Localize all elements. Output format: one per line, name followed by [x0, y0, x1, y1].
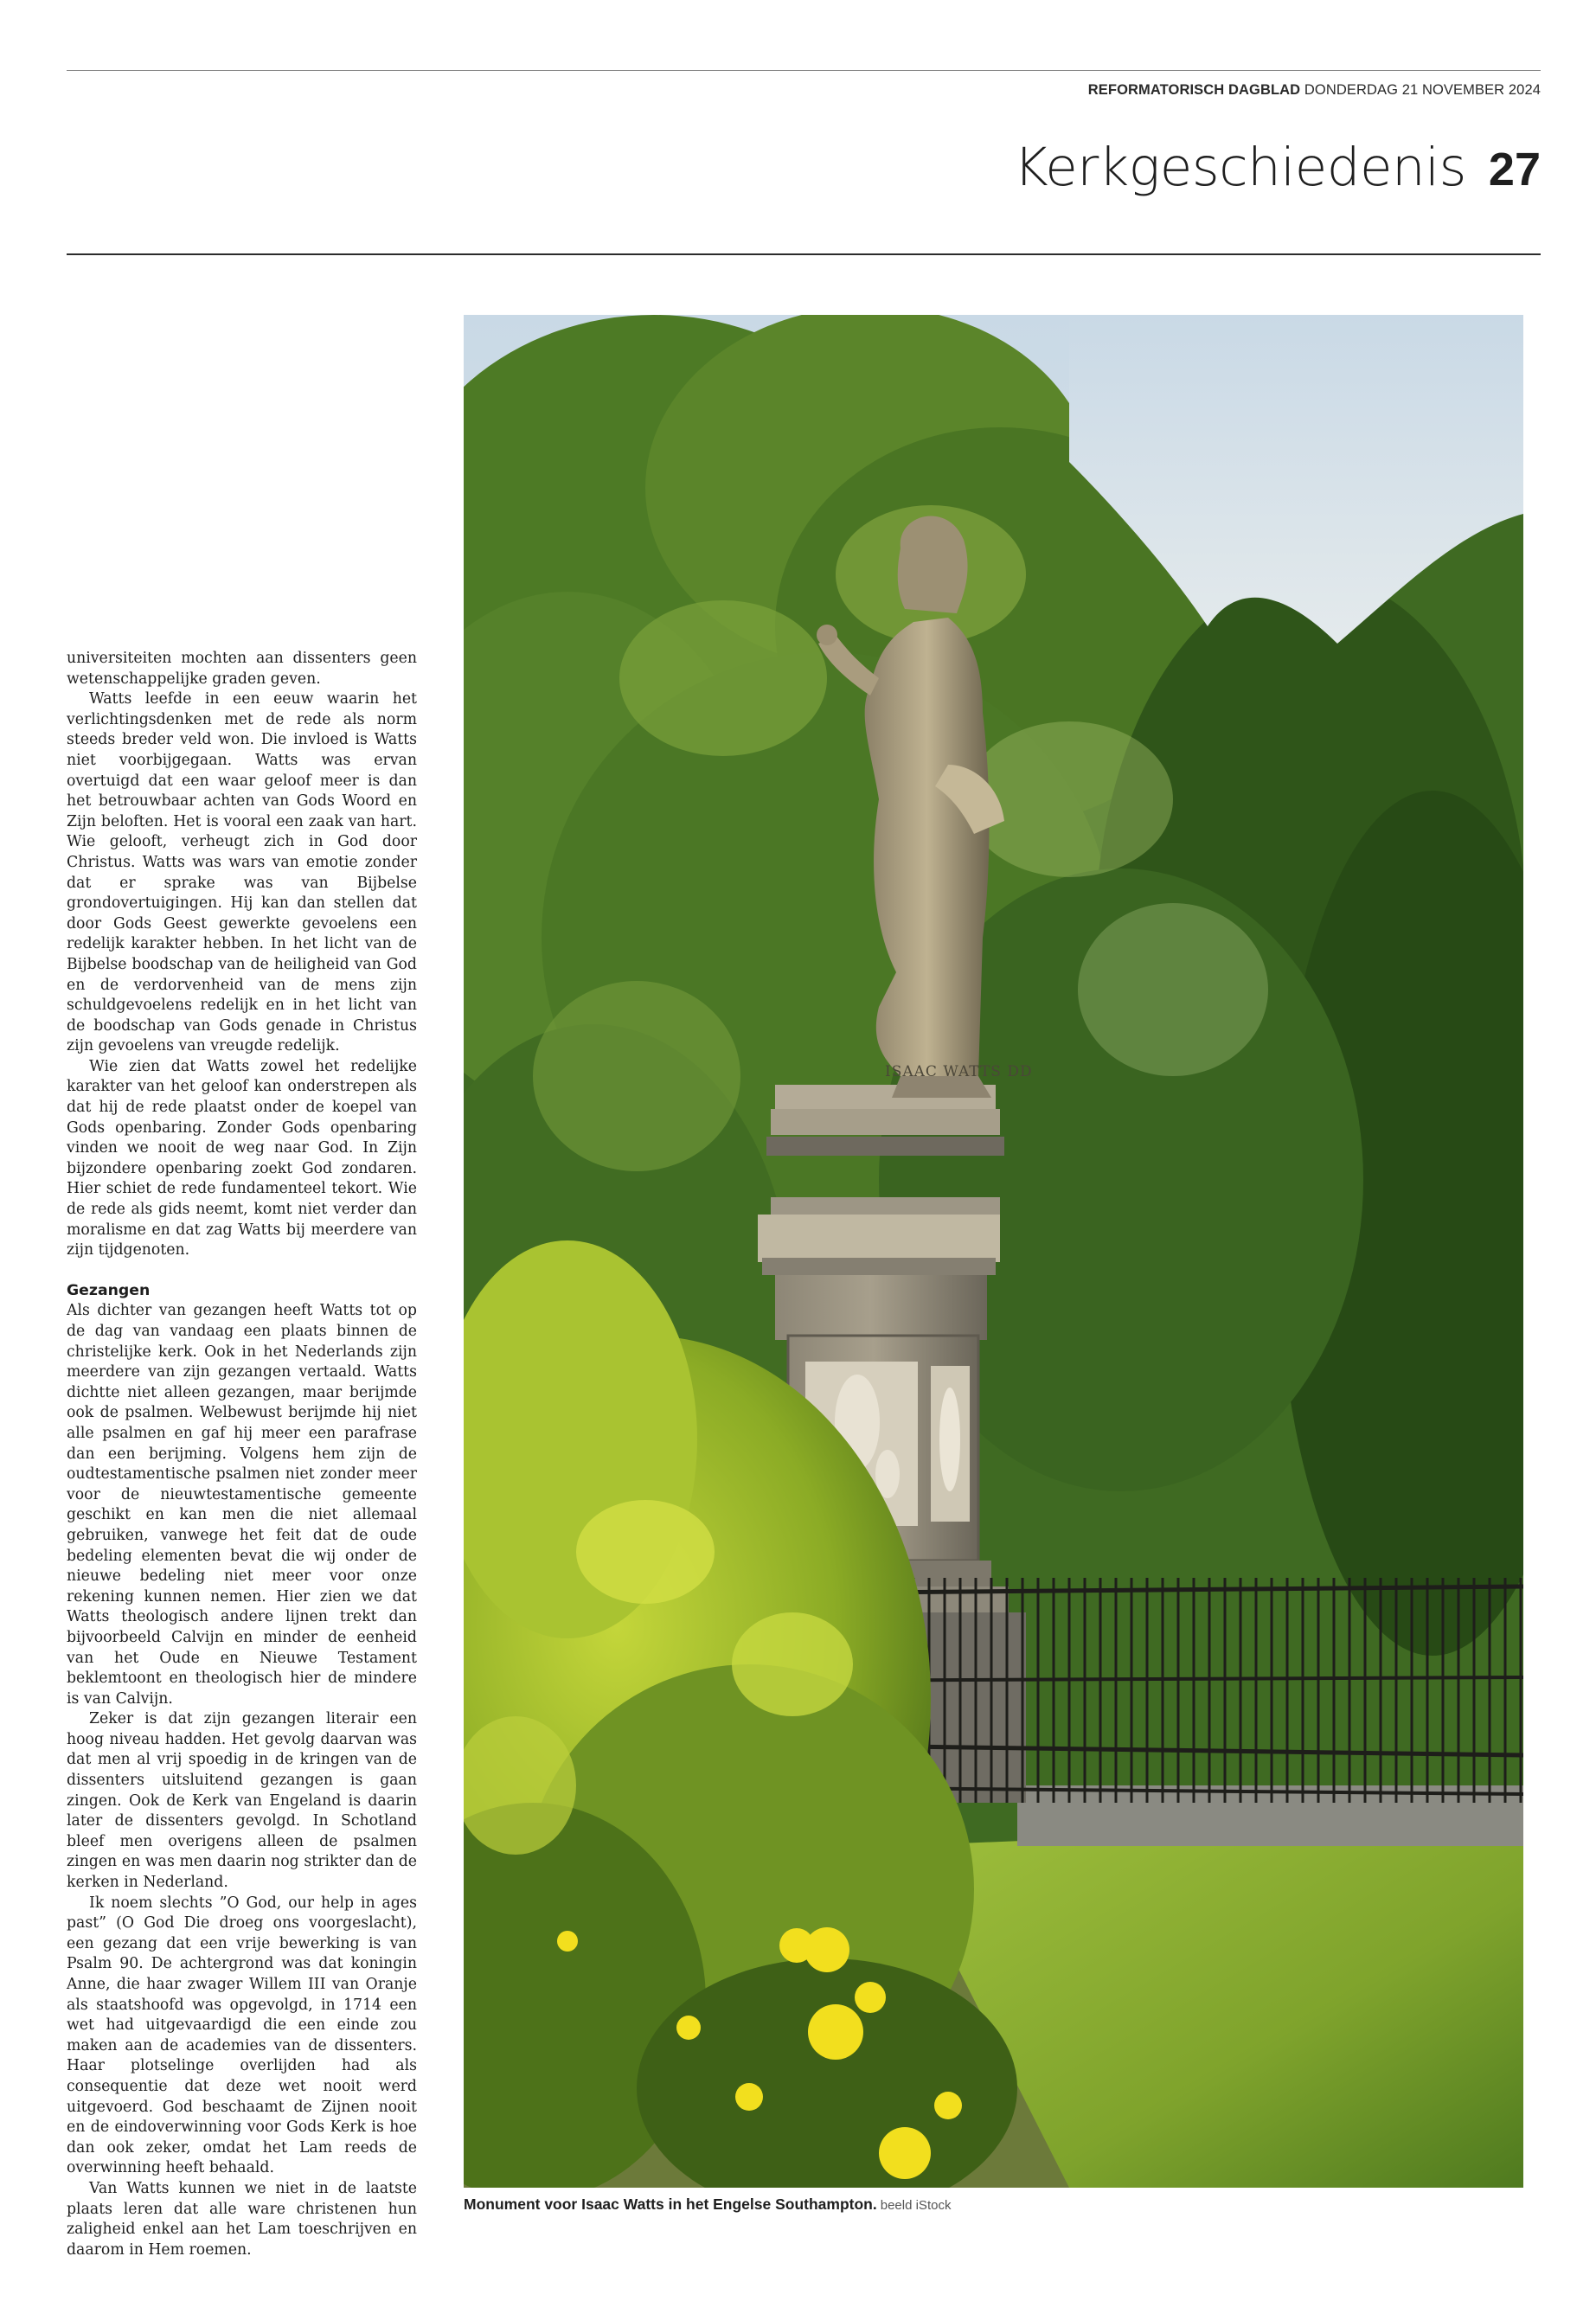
article-paragraph: Van Watts kunnen we niet in de laatste plaats leren dat alle ware christenen hun zaligheid enkel aan het Lam toeschrijven en daarom in Hem roemen. — [67, 2179, 417, 2259]
page-number: 27 — [1488, 144, 1541, 195]
article-column — [67, 649, 417, 2260]
article-paragraph: universiteiten mochten aan dissenters geen wetenschappelijke graden geven. — [67, 650, 417, 688]
article-paragraph: Als dichter van gezangen heeft Watts tot op de dag van vandaag een plaats binnen de christelijke kerk. Ook in het Nederlands zijn meerdere van zijn gezangen vertaald. Watts dichtte niet alleen gezangen, maar berijmde ook de psalmen. Welbewust berijmde hij niet alle psalmen en gaf hij meer een parafrase dan een berijming. Volgens hem zijn de oudtestamentische psalmen niet zonder meer voor de nieuwtestamentische gemeente geschikt en kan men die niet allemaal gebruiken, vanwege het feit dat de oude bedeling elementen bevat die wij onder de nieuwe bedeling niet meer voor onze rekening kunnen nemen. Hier zien we dat Watts theologisch andere lijnen trekt dan bijvoorbeeld Calvijn en minder de eenheid van het Oude en Nieuwe Testament beklemtoont en theologisch hier de mindere is van Calvijn. — [67, 1302, 417, 1708]
caption-text: Monument voor Isaac Watts in het Engelse Southampton. — [464, 2195, 877, 2213]
publication-date: DONDERDAG 21 NOVEMBER 2024 — [1304, 82, 1541, 98]
section-header — [1014, 137, 1541, 206]
article-paragraph: Wie zien dat Watts zowel het redelijke karakter van het geloof kan onderstrepen als dat hij de rede plaatst onder de koepel van Gods openbaring. Zonder Gods openbaring vinden we nooit de weg naar God. In Zijn bijzondere openbaring zoekt God zondaren. Hier schiet de rede fundamenteel tekort. Wie de rede als gids neemt, komt niet verder dan moralisme en dat zag Watts bij meerdere van zijn tijdgenoten. — [67, 1057, 417, 1259]
pedestal-inscription: ISAAC WATTS DD — [885, 1063, 1033, 1080]
top-rule — [67, 70, 1541, 71]
article-paragraph: Ik noem slechts ”O God, our help in ages past” (O God Die droeg ons voorgeslacht), een gezang dat een vrije bewerking is van Psalm 90. De achtergrond was dat koningin Anne, die haar zwager Willem III van Oranje als staatshoofd was opgevolgd, in 1714 een wet had uitgevaardigd die een einde zou maken aan de academies van de dissenters. Haar plotselinge overlijden had als consequentie dat deze wet nooit werd uitgevoerd. God beschaamt de Zijnen nooit en de eindoverwinning voor Gods Kerk is hoe dan ook zeker, omdat het Lam reeds de overwinning heeft behaald. — [67, 1894, 417, 2177]
article-subheading: Gezangen — [67, 1281, 151, 1299]
article-paragraph: Watts leefde in een eeuw waarin het verlichtingsdenken met de rede als norm steeds breder veld won. Die invloed is Watts niet voorbijgegaan. Watts was ervan overtuigd dat een waar geloof meer is dan het betrouwbaar achten van Gods Woord en Zijn beloften. Het is vooral een zaak van hart. Wie gelooft, verheugt zich in God door Christus. Watts was wars van emotie zonder dat er sprake was van Bijbelse grondovertuigingen. Hij kan dan stellen dat door Gods Geest gewerkte gevoelens een redelijk karakter hebben. In het licht van de Bijbelse boodschap van de heiligheid van God en de verdorvenheid van de mens zijn schuldgevoelens redelijk en in het licht van de boodschap van Gods genade in Christus zijn gevoelens van vreugde redelijk. — [67, 690, 417, 1055]
article-paragraph: Zeker is dat zijn gezangen literair een hoog niveau hadden. Het gevolg daarvan was dat men al vrij spoedig in de kringen van de dissenters uitsluitend gezangen is gaan zingen. Ook de Kerk van Engeland is daarin later de dissenters gevolgd. In Schotland bleef men overigens alleen de psalmen zingen en was men daarin nog strikter dan de kerken in Nederland. — [67, 1710, 417, 1892]
photo-caption — [464, 2195, 1523, 2214]
masthead — [1088, 82, 1541, 99]
publication-name: REFORMATORISCH DAGBLAD — [1087, 82, 1301, 98]
photo-credit: beeld iStock — [880, 2198, 952, 2213]
monument-photo — [464, 315, 1523, 2188]
header-rule — [67, 253, 1541, 255]
section-title: Kerkgeschiedenis — [1013, 137, 1466, 198]
